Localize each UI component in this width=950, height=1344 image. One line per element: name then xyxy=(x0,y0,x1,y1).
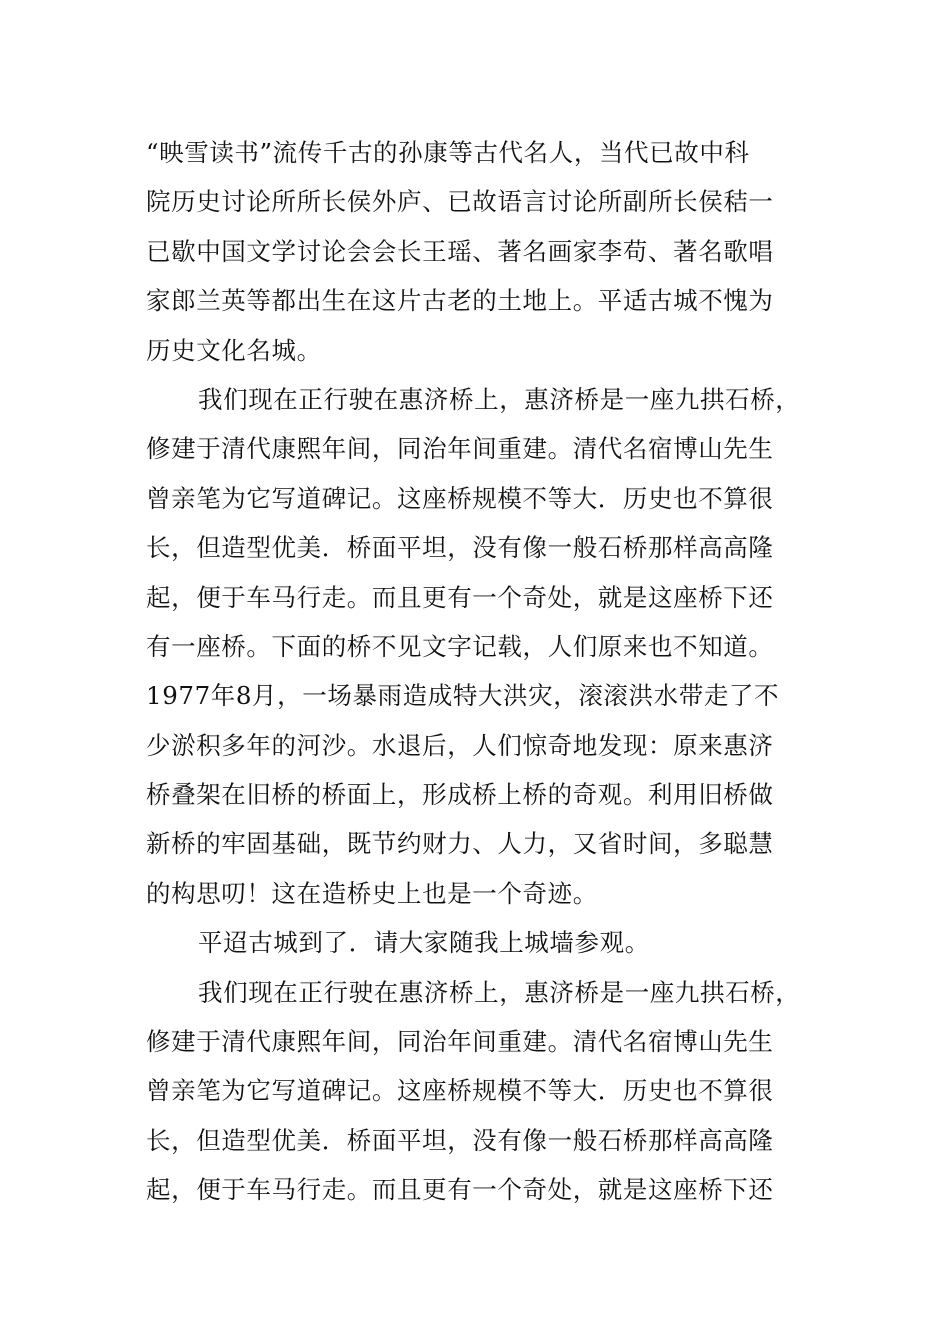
text-line: 有一座桥。下面的桥不见文字记载，人们原来也不知道。 xyxy=(146,631,774,661)
text-line: 曾亲笔为它写道碑记。这座桥规模不等大．历史也不算很 xyxy=(146,483,774,513)
text-line: 长，但造型优美．桥面平坦，没有像一般石桥那样高高隆 xyxy=(146,533,774,563)
text-line: 的构思叨！这在造桥史上也是一个奇迹。 xyxy=(146,878,598,908)
text-line: 1977年8月，一场暴雨造成特大洪灾，滚滚洪水带走了不 xyxy=(146,681,780,711)
text-line: 起，便于车马行走。而且更有一个奇处，就是这座桥下还 xyxy=(146,1175,774,1205)
text-line: 桥叠架在旧桥的桥面上，形成桥上桥的奇观。利用旧桥做 xyxy=(146,780,774,810)
text-line: 我们现在正行驶在惠济桥上，惠济桥是一座九拱石桥， xyxy=(198,384,801,414)
text-line: 少淤积多年的河沙。水退后，人们惊奇地发现：原来惠济 xyxy=(146,730,774,760)
text-line: 修建于清代康熙年间，同治年间重建。清代名宿博山先生 xyxy=(146,1027,774,1057)
body-text xyxy=(146,128,836,1215)
text-line: 已歇中国文学讨论会会长王瑶、著名画家李苟、著名歌唱 xyxy=(146,236,774,266)
text-line: 起，便于车马行走。而且更有一个奇处，就是这座桥下还 xyxy=(146,582,774,612)
text-line: 我们现在正行驶在惠济桥上，惠济桥是一座九拱石桥， xyxy=(198,977,801,1007)
text-line: 历史文化名城。 xyxy=(146,335,322,365)
text-line: 平迢古城到了．请大家随我上城墙参观。 xyxy=(198,928,650,958)
text-line: 曾亲笔为它写道碑记。这座桥规模不等大．历史也不算很 xyxy=(146,1076,774,1106)
text-line: 新桥的牢固基础，既节约财力、人力，又省时间，多聪慧 xyxy=(146,829,774,859)
text-line: 长，但造型优美．桥面平坦，没有像一般石桥那样高高隆 xyxy=(146,1125,774,1155)
text-line: 院历史讨论所所长侯外庐、已故语言讨论所副所长侯秸一 xyxy=(146,187,774,217)
text-line: 修建于清代康熙年间，同治年间重建。清代名宿博山先生 xyxy=(146,434,774,464)
text-line: 家郎兰英等都出生在这片古老的土地上。平适古城不愧为 xyxy=(146,286,774,316)
text-line: “映雪读书”流传千古的孙康等古代名人，当代已故中科 xyxy=(146,138,750,167)
